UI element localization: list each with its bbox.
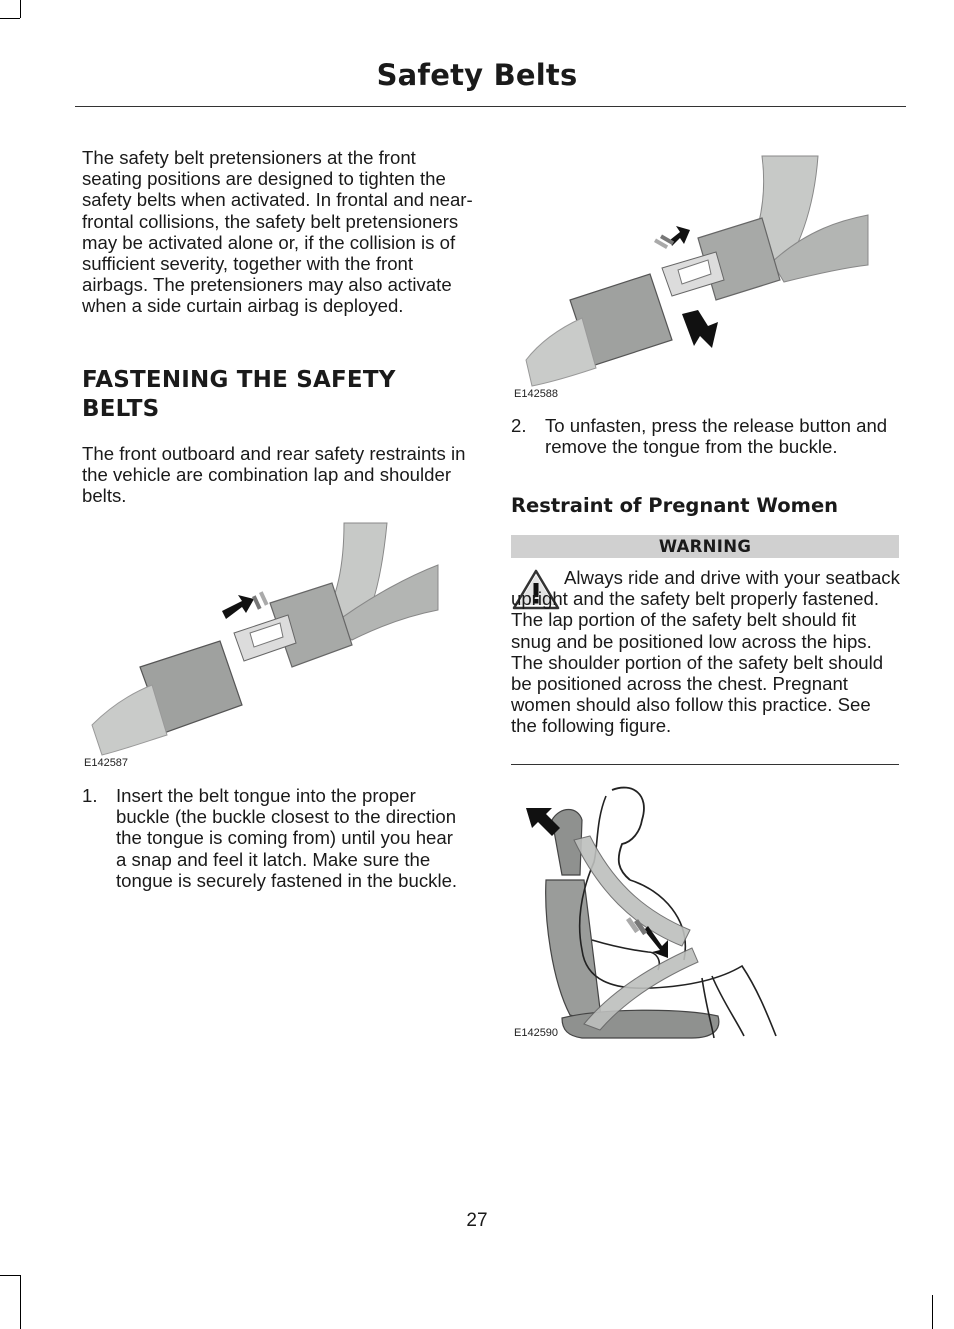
- crop-mark: [0, 1275, 20, 1276]
- step1-number: 1.: [82, 785, 98, 806]
- step2-text: To unfasten, press the release button and remove the tongue from the buckle.: [545, 415, 888, 458]
- figure-buckle-fasten: [82, 515, 447, 760]
- warning-label: WARNING: [511, 535, 899, 558]
- section-paragraph-block: [82, 443, 467, 507]
- figure-pregnant-woman-belt: [522, 780, 782, 1042]
- crop-mark: [20, 1275, 21, 1329]
- intro-paragraph: The safety belt pretensioners at the front seating positions are designed to tighten the safety belts when activated. In frontal and near-frontal collisions, the safety belt pretensioners may be activated alone or, if the collision is of sufficient severity, together with the front airbags. The pretensioners may also activate when a side curtain airbag is deployed.: [82, 147, 473, 317]
- section-paragraph: The front outboard and rear safety restraints in the vehicle are combination lap and shoulder belts.: [82, 443, 466, 507]
- crop-mark: [0, 18, 20, 19]
- intro-paragraph-block: [82, 147, 474, 317]
- figure2-code: E142588: [514, 388, 559, 400]
- figure3-code: E142590: [514, 1027, 559, 1039]
- crop-mark: [20, 0, 21, 18]
- step1-text: Insert the belt tongue into the proper buckle (the buckle closest to the direction the tongue is coming from) until you hear a snap and feel it latch. Make sure the tongue is securely fastened in the buckle.: [116, 785, 458, 891]
- figure-buckle-release: [522, 150, 872, 390]
- warning-divider: [511, 764, 899, 765]
- crop-mark: [932, 1295, 933, 1329]
- step2-number: 2.: [511, 415, 527, 436]
- page-number: 27: [466, 1210, 488, 1231]
- warning-text: Always ride and drive with your seatback upright and the safety belt properly fastened. The lap portion of the safety belt should fit snug and be positioned low across the hips. The shoulder portion of the safety belt should be positioned across the chest. Pregnant women should also follow this practice. See the following figure.: [511, 567, 900, 737]
- figure1-code: E142587: [84, 757, 129, 769]
- title-divider: [75, 106, 906, 107]
- section-heading-line2: BELTS: [82, 396, 160, 422]
- direction-arrow-icon: [682, 310, 718, 348]
- warning-text-block: [511, 567, 901, 737]
- page-title: Safety Belts: [376, 58, 578, 92]
- direction-arrow-icon: [222, 595, 254, 619]
- section-heading: [82, 366, 474, 424]
- subheading-pregnant-women: Restraint of Pregnant Women: [511, 494, 839, 517]
- section-heading-line1: FASTENING THE SAFETY: [82, 367, 396, 393]
